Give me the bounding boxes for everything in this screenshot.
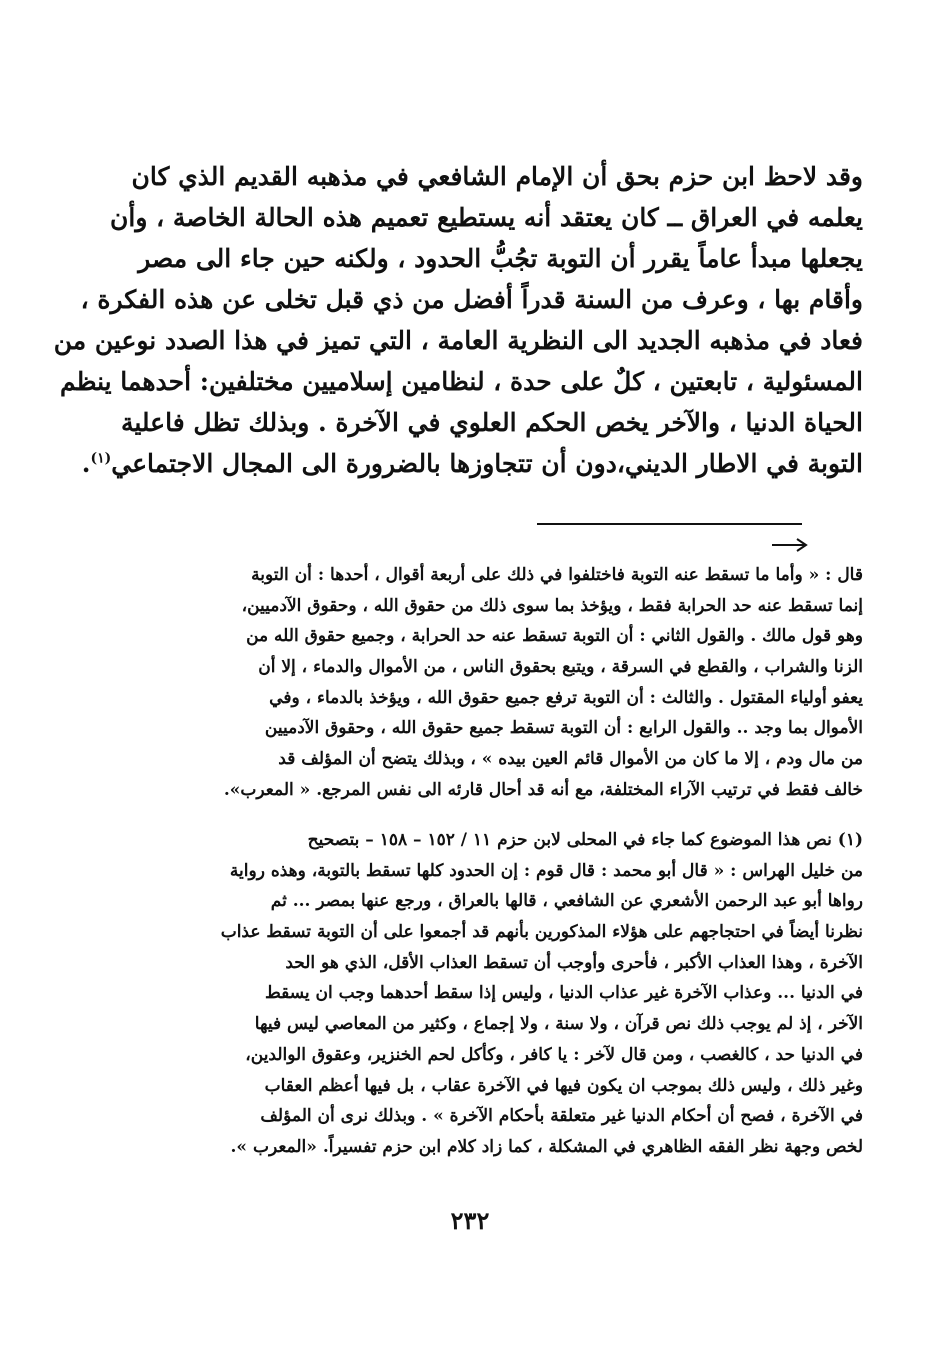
- footnote-line: رواها أبو عبد الرحمن الأشعري عن الشافعي ، قالها بالعراق ، ورجع عنها بمصر ... ثم: [270, 891, 863, 912]
- main-line: يجعلها مبدأ عاماً يقرر أن التوبة تجُبُّ الحدود ، ولكنه حين جاء الى مصر: [138, 244, 863, 273]
- footnote-line: في الدنيا حد ، كالغصب ، ومن قال لآخر : يا كافر ، وكأكل لحم الخنزير، وعقوق الوالدين،: [245, 1044, 863, 1065]
- main-line: وأقام بها ، وعرف من السنة قدراً أفضل من ذي قبل تخلى عن هذه الفكرة ،: [80, 285, 863, 314]
- end-punctuation: .: [81, 449, 91, 478]
- footnote-line: (١) نص هذا الموضوع كما جاء في المحلى لابن حزم ١١ / ١٥٢ – ١٥٨ – بتصحيح: [307, 830, 863, 850]
- footnote-continued: [128, 560, 863, 806]
- footnote-line: نظرنا أيضاً في احتجاجهم على هؤلاء المذكورين بأنهم قد أجمعوا على أن التوبة تسقط عذاب: [220, 922, 863, 943]
- footnote-line: يعفو أولياء المقتول . والثالث : أن التوبة ترفع جميع حقوق الله ، ويؤخذ بالدماء ، وفي: [269, 687, 863, 708]
- main-line-text: التوبة في الاطار الديني،دون أن تتجاوزها بالضرورة الى المجال الاجتماعي: [111, 449, 863, 478]
- footnote-reference[interactable]: (١): [90, 450, 112, 467]
- footnote-line: في الدنيا ... وعذاب الآخرة غير عذاب الدنيا ، وليس إذا سقط أحدهما وجب ان يسقط: [264, 983, 863, 1004]
- footnote-line: الآخرة ، وهذا العذاب الأكبر ، فأحرى وأوجب أن تسقط العذاب الأقل، الذي هو الحد: [285, 952, 863, 973]
- footnote-line: قال : « وأما ما تسقط عنه التوبة فاختلفوا في ذلك على أربعة أقوال ، أحدها : أن التوبة: [251, 565, 863, 585]
- footnote-line: لخص وجهة نظر الفقه الظاهري في المشكلة ، كما زاد كلام ابن حزم تفسيراً. «المعرب ».: [230, 1136, 863, 1157]
- main-paragraph: [53, 156, 863, 484]
- footnote-line: الآخر ، إذ لم يوجب ذلك نص قرآن ، ولا سنة ، ولا إجماع ، وكثير من المعاصي ليس فيها: [254, 1014, 863, 1035]
- footnote-1: [128, 825, 863, 1163]
- main-line: الحياة الدنيا ، والآخر يخص الحكم العلوي في الآخرة . وبذلك تظل فاعلية: [120, 408, 863, 437]
- main-line-last: [81, 443, 863, 484]
- page-number: ٢٣٢: [450, 1206, 490, 1235]
- footnote-line: الأموال بما وجد .. والقول الرابع : أن التوبة تسقط جميع حقوق الله ، وحقوق الآدميين: [264, 718, 863, 739]
- arrow-right-icon: [770, 537, 810, 553]
- footnote-line: في الآخرة ، فصح أن أحكام الدنيا غير متعلقة بأحكام الآخرة » . وبذلك نرى أن المؤلف: [260, 1106, 863, 1127]
- footnote-line: الزنا والشراب ، والقطع في السرقة ، ويتبع بحقوق الناس ، من الأموال والدماء ، إلا أن: [258, 657, 863, 678]
- footnote-line: وغير ذلك ، وليس ذلك بموجب ان يكون فيها في الآخرة عقاب ، بل فيها أعظم العقاب: [264, 1075, 863, 1096]
- main-line: وقد لاحظ ابن حزم بحق أن الإمام الشافعي في مذهبه القديم الذي كان: [131, 162, 863, 191]
- footnote-line: خالف فقط في ترتيب الآراء المختلفة، مع أنه قد أحال قارئه الى نفس المرجع. « المعرب».: [223, 779, 863, 800]
- footnote-divider: [537, 523, 802, 525]
- footnote-line: إنما تسقط عنه حد الحرابة فقط ، ويؤخذ بما سوى ذلك من حقوق الله ، وحقوق الآدميين،: [241, 595, 863, 616]
- footnote-line: من مال ودم ، إلا ما كان من الأموال قائم العين بيده » ، وبذلك يتضح أن المؤلف قد: [278, 749, 863, 770]
- footnote-line: من خليل الهراس : « قال أبو محمد : قال قوم : إن الحدود كلها تسقط بالتوبة، وهذه رواية: [229, 860, 863, 881]
- main-line: المسئولية ، تابعتين ، كلٌ على حدة ، لنظامين إسلاميين مختلفين: أحدهما ينظم: [59, 367, 863, 396]
- main-line: فعاد في مذهبه الجديد الى النظرية العامة ، التي تميز في هذا الصدد نوعين من: [53, 326, 863, 355]
- main-line: يعلمه في العراق ــ كان يعتقد أنه يستطيع تعميم هذه الحالة الخاصة ، وأن: [110, 203, 863, 232]
- footnote-line: وهو قول مالك . والقول الثاني : أن التوبة تسقط عنه حد الحرابة ، وجميع حقوق الله من: [246, 626, 863, 647]
